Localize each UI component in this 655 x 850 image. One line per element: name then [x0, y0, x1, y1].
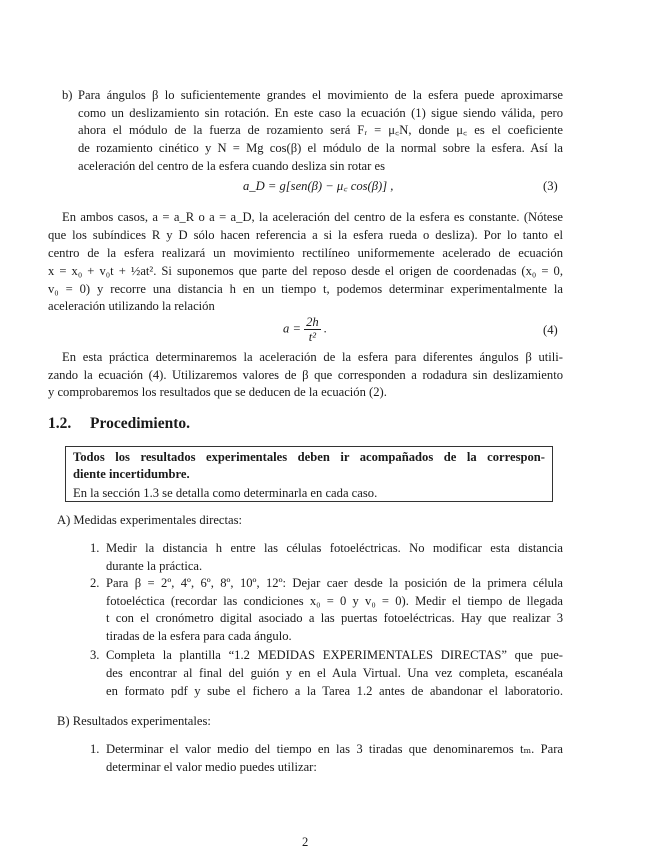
- text-line: En esta práctica determinaremos la aceleración de la esfera para diferentes ángulos β utili-: [62, 350, 563, 364]
- item-number: 3.: [90, 648, 100, 662]
- text-line: Medir la distancia h entre las células fotoeléctricas. No modificar esta distancia: [106, 541, 563, 555]
- notice-note: En la sección 1.3 se detalla como determinarla en cada caso.: [73, 486, 378, 500]
- item-number: 2.: [90, 576, 100, 590]
- text-line: zando la ecuación (4). Utilizaremos valores de β que corresponden a rodadura sin deslizamiento: [48, 368, 563, 382]
- text-line: determinar el valor medio puedes utilizar:: [106, 760, 317, 774]
- text-line: En ambos casos, a = a_R o a = a_D, la aceleración del centro de la esfera es constante. (Nótese: [62, 210, 563, 224]
- text-line: ahora el módulo de la fuerza de rozamiento será Fᵣ = μ꜀N, donde μ꜀ es el coeficiente: [78, 123, 563, 137]
- text-line: tiradas de la esfera para cada ángulo.: [106, 629, 292, 643]
- text-line: que los subíndices R y D sólo hacen referencia a si la esfera rueda o desliza). Por lo tanto el: [48, 228, 563, 242]
- item-number: 1.: [90, 541, 100, 555]
- text-line: como un deslizamiento sin rotación. En este caso la ecuación (1) sigue siendo válida, pero: [78, 106, 563, 120]
- part-b-heading: B) Resultados experimentales:: [57, 714, 211, 728]
- section-number: 1.2.: [48, 415, 72, 432]
- part-a-heading: A) Medidas experimentales directas:: [57, 513, 242, 527]
- text-line: Determinar el valor medio del tiempo en las 3 tiradas que denominaremos tₘ. Para: [106, 742, 563, 756]
- notice-box: [65, 446, 553, 502]
- text-line: Para ángulos β lo suficientemente grandes el movimiento de la esfera puede aproximarse: [78, 88, 563, 102]
- equation-lhs: a =: [283, 321, 301, 336]
- text-line: v₀ = 0) y recorre una distancia h en un tiempo t, podemos determinar experimentalmente la: [48, 282, 563, 296]
- text-line: y comprobaremos los resultados que se deducen de la ecuación (2).: [48, 385, 387, 399]
- equation-number: (3): [543, 179, 558, 193]
- numerator: 2h: [306, 315, 319, 329]
- text-line: en formato pdf y sube el fichero a la Tarea 1.2 antes de abandonar el laboratorio.: [106, 684, 563, 698]
- section-heading: [48, 415, 190, 433]
- equation-3: a_D = g[sen(β) − μ꜀ cos(β)] ,: [243, 179, 394, 193]
- notice-bold-line: Todos los resultados experimentales deben ir acompañados de la correspon-: [73, 450, 545, 464]
- text-line: fotoeléctica (recordar las condiciones x₀ = 0 y v₀ = 0). Medir el tiempo de llegada: [106, 594, 563, 608]
- item-number: 1.: [90, 742, 100, 756]
- text-line: aceleración utilizando la relación: [48, 299, 215, 313]
- notice-bold-line: diente incertidumbre.: [73, 467, 190, 481]
- fraction: [304, 315, 321, 344]
- text-line: de rozamiento cinético y N = Mg cos(β) el módulo de la normal sobre la esfera. Así la: [78, 141, 563, 155]
- text-line: t con el cronómetro digital asociado a las puertas fotoeléctricas. Hay que realizar 3: [106, 611, 563, 625]
- list-marker: b): [62, 88, 73, 102]
- text-line: aceleración del centro de la esfera cuando desliza sin rotar es: [78, 159, 385, 173]
- page-number: 2: [302, 835, 309, 849]
- text-line: Completa la plantilla “1.2 MEDIDAS EXPERIMENTALES DIRECTAS” que pue-: [106, 648, 563, 662]
- denominator: t²: [308, 330, 317, 344]
- text-line: x = x₀ + v₀t + ½at². Si suponemos que parte del reposo desde el origen de coordenadas (x₀ = 0,: [48, 264, 563, 278]
- text-line: durante la práctica.: [106, 559, 203, 573]
- text-line: Para β = 2º, 4º, 6º, 8º, 10º, 12º: Dejar caer desde la posición de la primera célula: [106, 576, 563, 590]
- text-line: centro de la esfera realizará un movimiento rectilíneo uniformemente acelerado de ecuación: [48, 246, 563, 260]
- text-line: des encontrar al final del guión y en el Aula Virtual. Una vez completa, escanéala: [106, 666, 563, 680]
- section-title: Procedimiento.: [90, 415, 191, 432]
- equation-number: (4): [543, 323, 558, 337]
- equation-4: [283, 315, 327, 344]
- equation-tail: .: [323, 321, 328, 336]
